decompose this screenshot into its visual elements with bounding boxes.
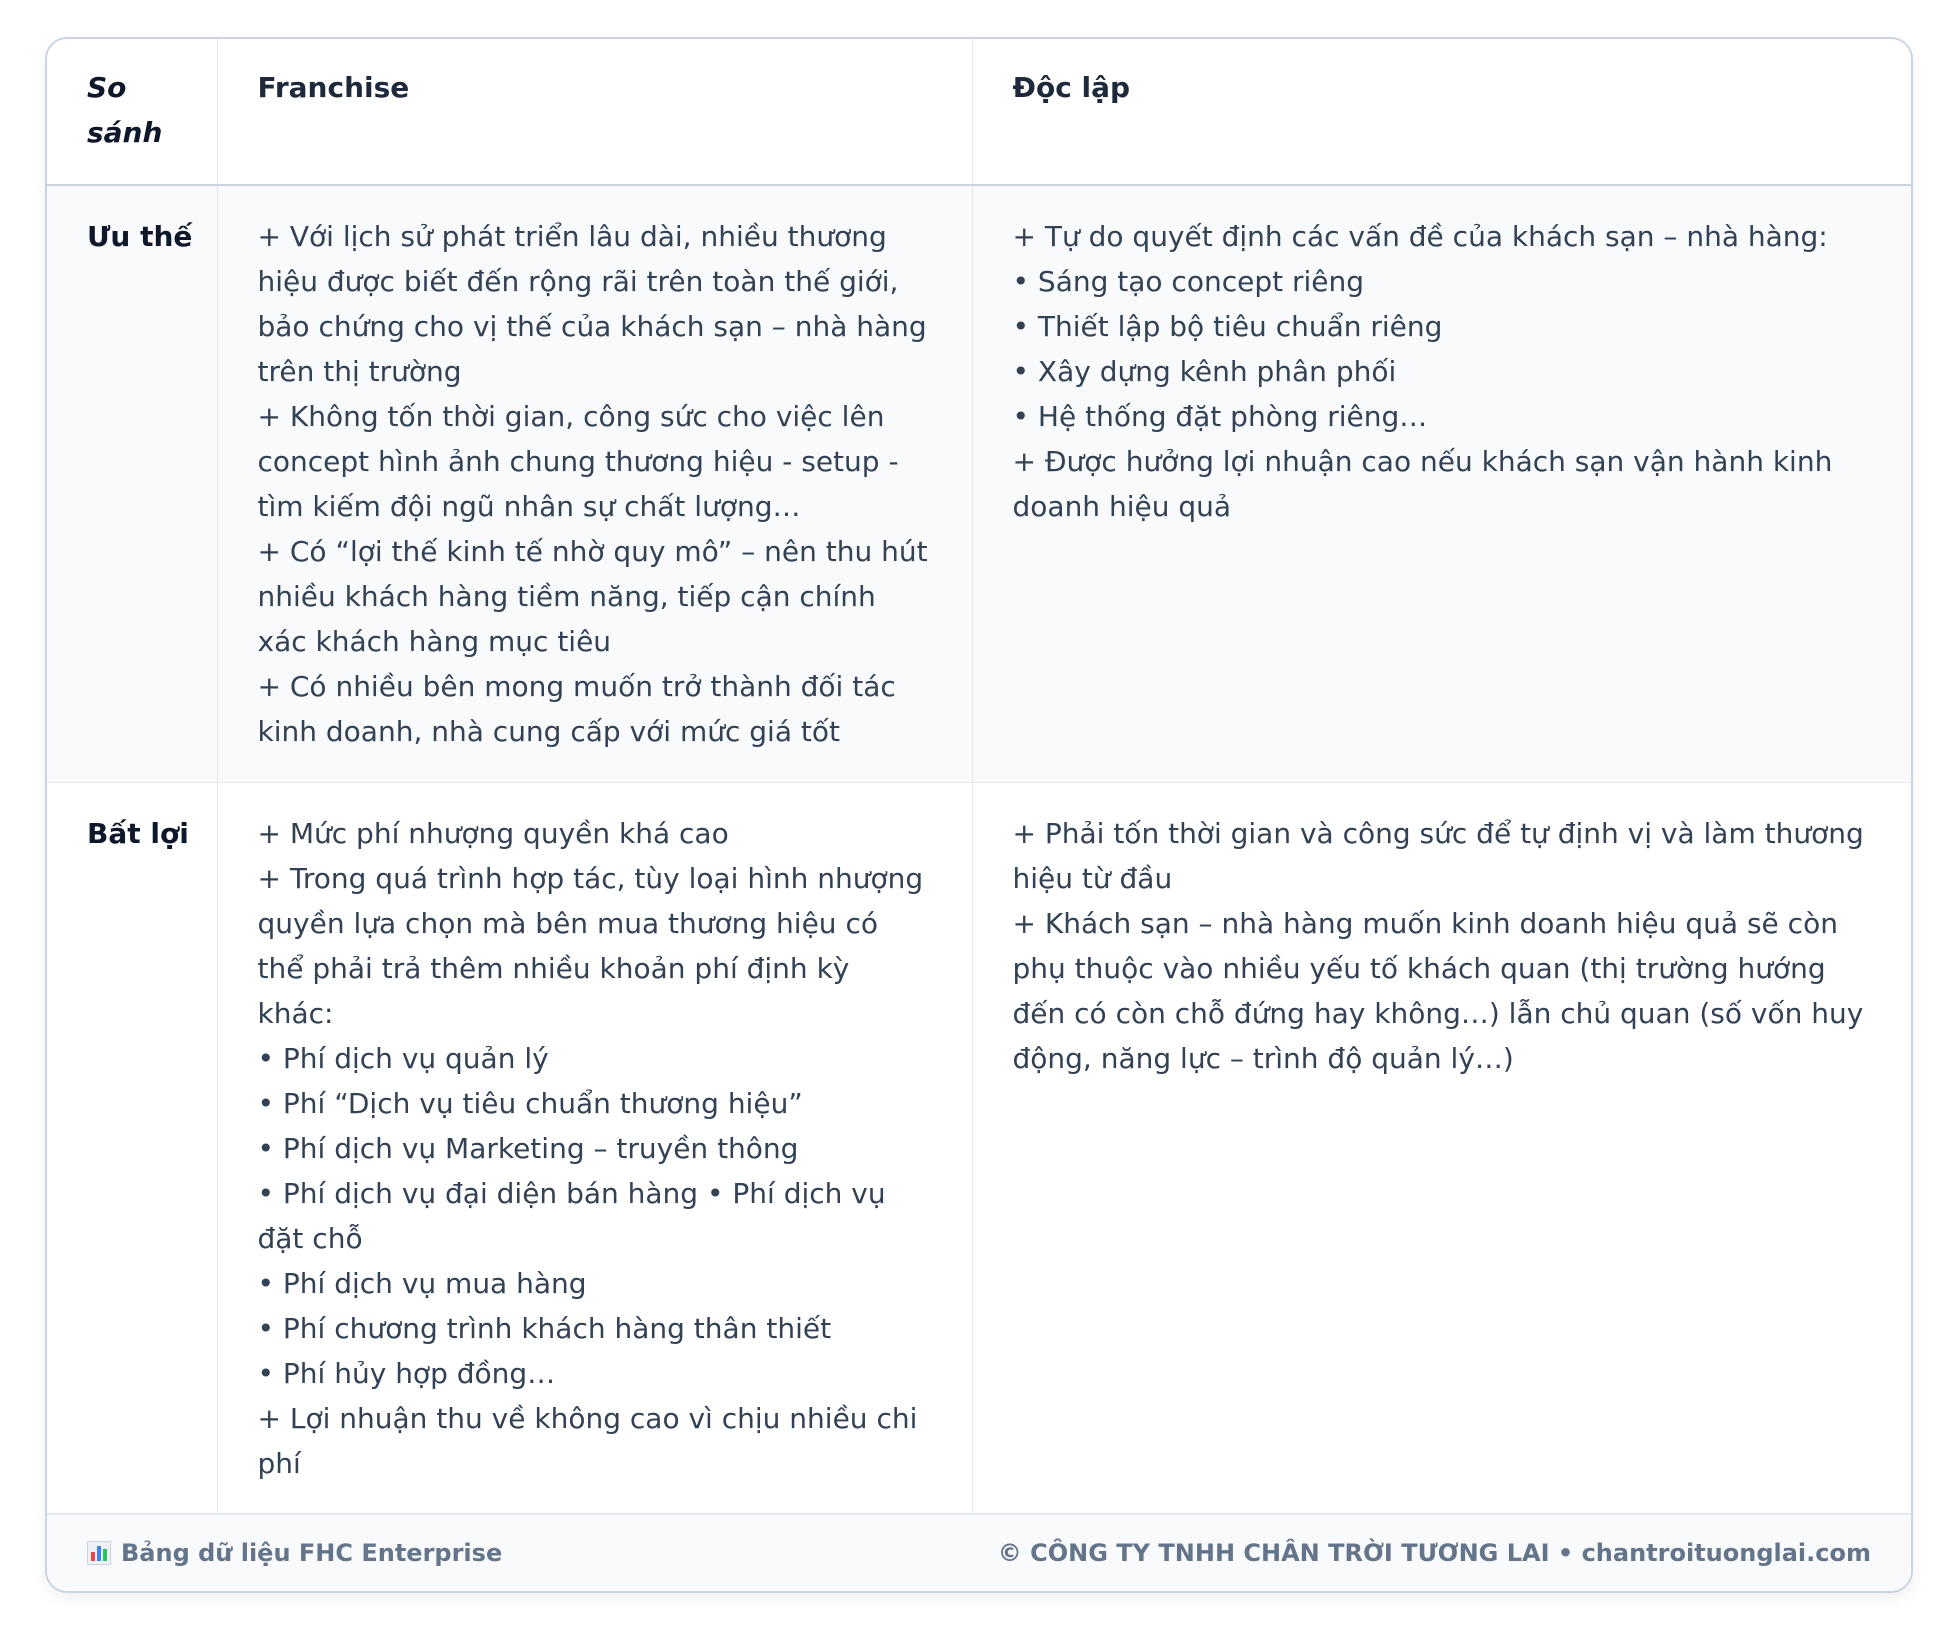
independent-advantages-cell bbox=[972, 185, 1911, 782]
franchise-disadvantage-line: • Phí dịch vụ Marketing – truyền thông bbox=[257, 1131, 799, 1165]
franchise-advantages-cell bbox=[217, 185, 972, 782]
independent-advantage-line: • Hệ thống đặt phòng riêng… bbox=[1012, 400, 1428, 433]
header-compare: So sánh bbox=[47, 39, 217, 185]
footer-left-text: Bảng dữ liệu FHC Enterprise bbox=[121, 1539, 503, 1567]
table-row bbox=[47, 185, 1911, 782]
table-footer bbox=[47, 1513, 1911, 1591]
row-label-disadvantages: Bất lợi bbox=[47, 782, 217, 1514]
independent-advantage-line: • Sáng tạo concept riêng bbox=[1012, 265, 1365, 298]
independent-disadvantage-line: + Khách sạn – nhà hàng muốn kinh doanh hiệu quả sẽ còn phụ thuộc vào nhiều yếu tố khách quan (thị trường hướng đến có còn chỗ đứng hay không…) lẫn chủ quan (số vốn huy động, năng lực – trình độ quản lý…) bbox=[1012, 906, 1864, 1075]
franchise-disadvantages-cell bbox=[217, 782, 972, 1514]
franchise-disadvantage-line: + Lợi nhuận thu về không cao vì chịu nhiều chi phí bbox=[257, 1401, 918, 1480]
franchise-disadvantage-line: + Trong quá trình hợp tác, tùy loại hình nhượng quyền lựa chọn mà bên mua thương hiệu có thể phải trả thêm nhiều khoản phí định kỳ khác: bbox=[257, 861, 924, 1030]
franchise-disadvantage-line: • Phí dịch vụ quản lý bbox=[257, 1041, 549, 1075]
header-independent: Độc lập bbox=[972, 39, 1911, 185]
footer-brand bbox=[87, 1539, 502, 1567]
independent-disadvantage-line: + Phải tốn thời gian và công sức để tự định vị và làm thương hiệu từ đầu bbox=[1012, 816, 1864, 895]
comparison-table bbox=[47, 39, 1911, 1514]
table-row bbox=[47, 782, 1911, 1514]
franchise-advantage-line: + Với lịch sử phát triển lâu dài, nhiều thương hiệu được biết đến rộng rãi trên toàn thế giới, bảo chứng cho vị thế của khách sạn – nhà hàng trên thị trường bbox=[257, 220, 927, 388]
independent-advantage-line: • Xây dựng kênh phân phối bbox=[1012, 355, 1397, 388]
independent-advantage-line: + Tự do quyết định các vấn đề của khách sạn – nhà hàng: bbox=[1012, 220, 1828, 253]
independent-disadvantages-cell bbox=[972, 782, 1911, 1514]
header-franchise: Franchise bbox=[217, 39, 972, 185]
independent-advantage-line: • Thiết lập bộ tiêu chuẩn riêng bbox=[1012, 310, 1443, 343]
bar-chart-icon bbox=[87, 1541, 111, 1565]
independent-advantage-line: + Được hưởng lợi nhuận cao nếu khách sạn vận hành kinh doanh hiệu quả bbox=[1012, 445, 1833, 523]
franchise-disadvantage-line: • Phí dịch vụ đại diện bán hàng • Phí dịch vụ đặt chỗ bbox=[257, 1176, 886, 1255]
franchise-disadvantage-line: • Phí dịch vụ mua hàng bbox=[257, 1266, 587, 1300]
franchise-advantage-line: + Có “lợi thế kinh tế nhờ quy mô” – nên thu hút nhiều khách hàng tiềm năng, tiếp cận chính xác khách hàng mục tiêu bbox=[257, 535, 928, 658]
table-header-row bbox=[47, 39, 1911, 185]
footer-copyright: © CÔNG TY TNHH CHÂN TRỜI TƯƠNG LAI • chantroituonglai.com bbox=[997, 1539, 1871, 1567]
franchise-advantage-line: + Có nhiều bên mong muốn trở thành đối tác kinh doanh, nhà cung cấp với mức giá tốt bbox=[257, 670, 896, 748]
franchise-advantage-line: + Không tốn thời gian, công sức cho việc lên concept hình ảnh chung thương hiệu - setup - tìm kiếm đội ngũ nhân sự chất lượng… bbox=[257, 400, 899, 523]
comparison-card bbox=[45, 37, 1913, 1593]
franchise-disadvantage-line: • Phí chương trình khách hàng thân thiết bbox=[257, 1311, 832, 1345]
row-label-advantages: Ưu thế bbox=[47, 185, 217, 782]
franchise-disadvantage-line: • Phí hủy hợp đồng… bbox=[257, 1356, 556, 1390]
franchise-disadvantage-line: • Phí “Dịch vụ tiêu chuẩn thương hiệu” bbox=[257, 1086, 803, 1120]
franchise-disadvantage-line: + Mức phí nhượng quyền khá cao bbox=[257, 816, 729, 850]
